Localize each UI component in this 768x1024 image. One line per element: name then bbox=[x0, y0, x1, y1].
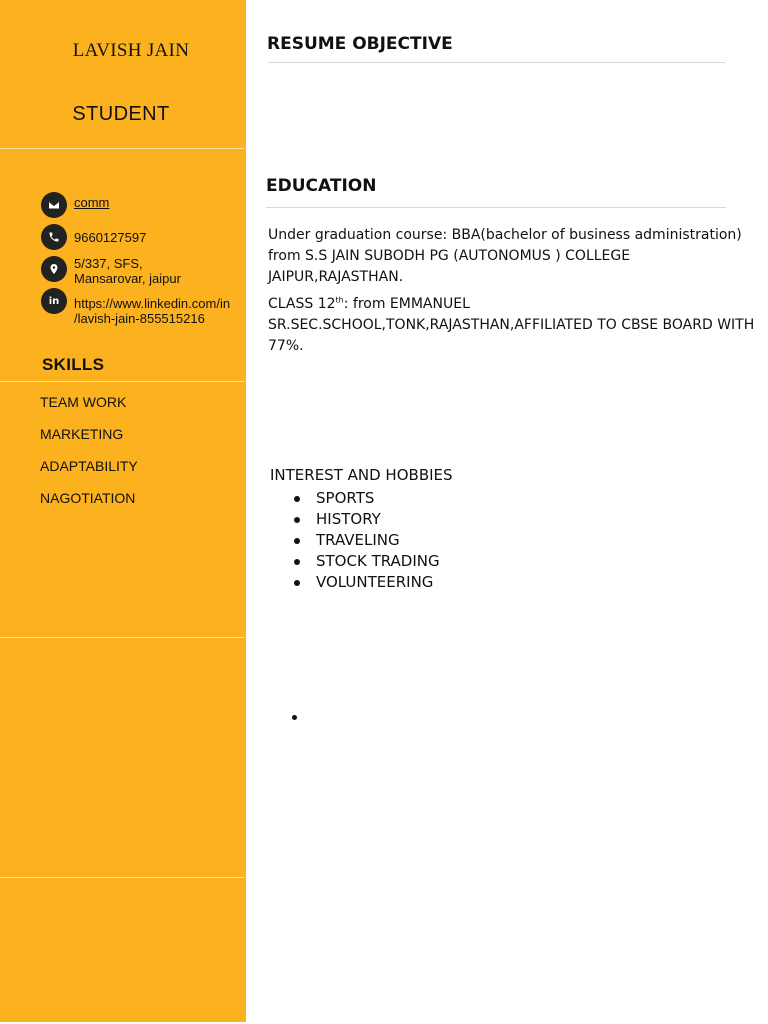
address-line-2: Mansarovar, jaipur bbox=[74, 271, 181, 286]
hobby-label: SPORTS bbox=[316, 489, 375, 507]
phone-icon bbox=[41, 224, 67, 250]
hobby-label: STOCK TRADING bbox=[316, 552, 440, 570]
bullet-icon bbox=[294, 496, 300, 502]
hobby-label: HISTORY bbox=[316, 510, 381, 528]
email-icon bbox=[41, 192, 67, 218]
list-item bbox=[270, 572, 440, 593]
skill-item: MARKETING bbox=[40, 426, 124, 442]
objective-heading: RESUME OBJECTIVE bbox=[267, 34, 453, 54]
hobbies-heading: INTEREST AND HOBBIES bbox=[270, 466, 453, 484]
contact-address bbox=[41, 256, 181, 286]
contact-phone bbox=[41, 224, 146, 250]
skills-heading: SKILLS bbox=[42, 355, 105, 374]
linkedin-icon: in bbox=[41, 288, 67, 314]
hobby-label: VOLUNTEERING bbox=[316, 573, 434, 591]
location-pin-icon bbox=[41, 256, 67, 282]
candidate-role: STUDENT bbox=[72, 103, 170, 125]
class-details: : from EMMANUEL SR.SEC.SCHOOL,TONK,RAJASTHAN,AFFILIATED TO CBSE BOARD WITH 77%. bbox=[268, 296, 755, 354]
education-class-12 bbox=[268, 294, 758, 357]
hobbies-list bbox=[270, 488, 440, 593]
address-text bbox=[74, 256, 181, 286]
skill-item: TEAM WORK bbox=[40, 394, 127, 410]
skill-item: ADAPTABILITY bbox=[40, 458, 138, 474]
linkedin-line-2[interactable]: /lavish-jain-855515216 bbox=[74, 311, 205, 326]
objective-divider bbox=[268, 62, 725, 63]
contact-linkedin[interactable] bbox=[41, 288, 230, 326]
skill-item: NAGOTIATION bbox=[40, 490, 136, 506]
education-divider bbox=[266, 207, 726, 208]
empty-bullet-icon bbox=[292, 715, 297, 720]
address-line-1: 5/337, SFS, bbox=[74, 256, 143, 271]
bullet-icon bbox=[294, 580, 300, 586]
bullet-icon bbox=[294, 517, 300, 523]
phone-number: 9660127597 bbox=[74, 230, 147, 245]
linkedin-line-1[interactable]: https://www.linkedin.com/in bbox=[74, 296, 231, 311]
bullet-icon bbox=[294, 559, 300, 565]
sidebar bbox=[0, 0, 246, 1022]
list-item bbox=[270, 509, 440, 530]
linkedin-url[interactable] bbox=[74, 296, 230, 326]
list-item bbox=[270, 530, 440, 551]
hobby-label: TRAVELING bbox=[316, 531, 400, 549]
candidate-name: LAVISH JAIN bbox=[72, 40, 190, 61]
bullet-icon bbox=[294, 538, 300, 544]
sidebar-divider bbox=[0, 148, 244, 149]
education-heading: EDUCATION bbox=[266, 176, 377, 196]
email-link[interactable]: comm bbox=[74, 195, 110, 210]
list-item bbox=[270, 488, 440, 509]
class-label: CLASS 12 bbox=[268, 296, 336, 312]
skills-divider bbox=[0, 381, 244, 382]
education-undergraduate: Under graduation course: BBA(bachelor of business administration) from S.S JAIN SUBODH PG (AUTONOMUS ) COLLEGE JAIPUR,RAJASTHAN. bbox=[268, 227, 742, 285]
list-item bbox=[270, 551, 440, 572]
contact-email[interactable] bbox=[41, 192, 109, 218]
class-superscript: th bbox=[335, 295, 344, 305]
sidebar-divider bbox=[0, 877, 244, 878]
sidebar-divider bbox=[0, 637, 244, 638]
